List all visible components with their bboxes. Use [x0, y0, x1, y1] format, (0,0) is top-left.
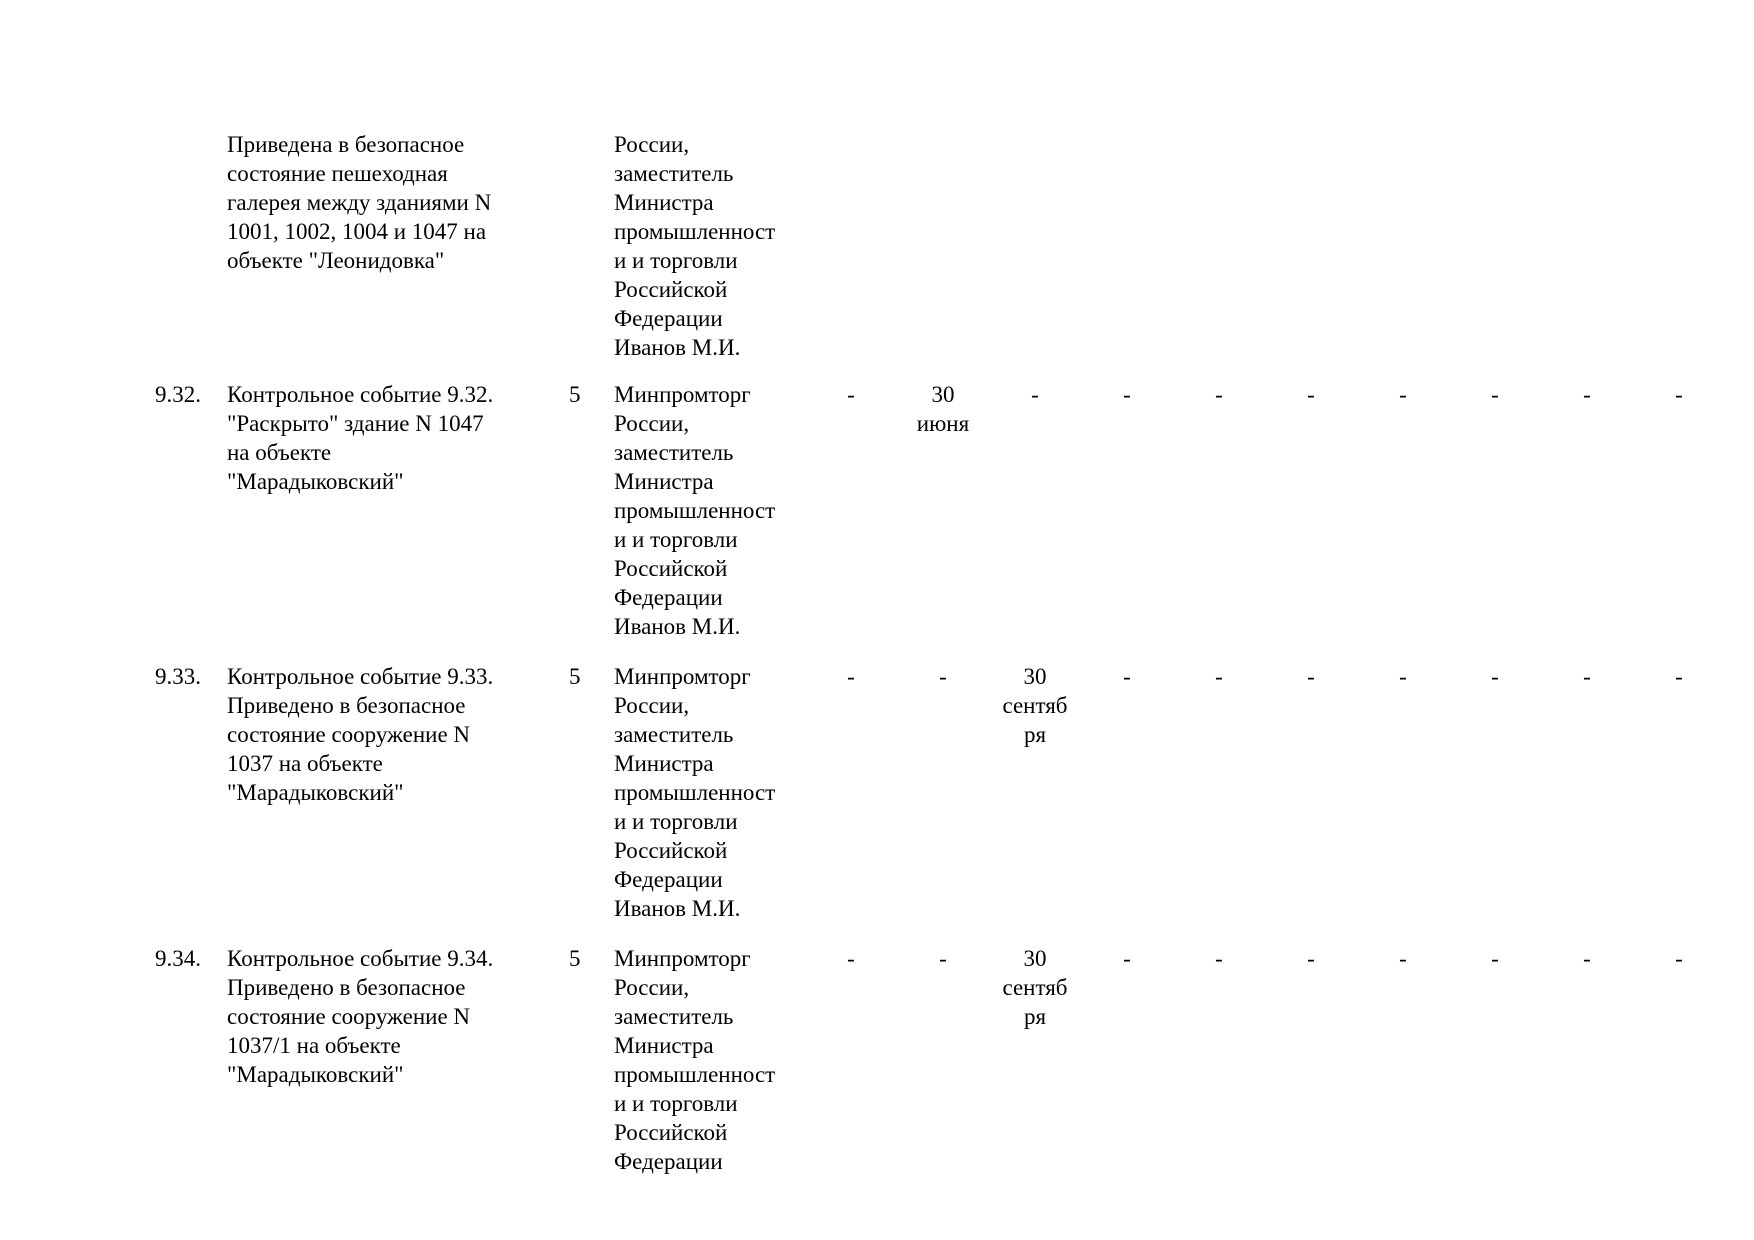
row-responsible: России, заместитель Министра промышленност и и торговли Российской Федерации Иванов М.И. [614, 132, 776, 360]
row-level: 5 [569, 946, 581, 971]
quarter-cell-8: - [1491, 382, 1499, 407]
row-number: 9.34. [155, 946, 201, 971]
quarter-cell-9: - [1583, 946, 1591, 971]
quarter-cell-7: - [1399, 664, 1407, 689]
quarter-cell-5: - [1215, 664, 1223, 689]
row-title: Приведена в безопасное состояние пешеходная галерея между зданиями N 1001, 1002, 1004 и 1047 на объекте "Леонидовка" [227, 132, 492, 273]
quarter-cell-4: - [1123, 946, 1131, 971]
quarter-cell-2: - [939, 946, 947, 971]
quarter-cell-4: - [1123, 382, 1131, 407]
row-number: 9.33. [155, 664, 201, 689]
quarter-cell-7: - [1399, 382, 1407, 407]
quarter-cell-6: - [1307, 382, 1315, 407]
quarter-cell-9: - [1583, 664, 1591, 689]
row-title: Контрольное событие 9.34. Приведено в безопасное состояние сооружение N 1037/1 на объекте "Марадыковский" [227, 946, 494, 1087]
row-title: Контрольное событие 9.32. "Раскрыто" здание N 1047 на объекте "Марадыковский" [227, 382, 494, 494]
quarter-cell-6: - [1307, 664, 1315, 689]
row-responsible: Минпромторг России, заместитель Министра промышленност и и торговли Российской Федерации Иванов М.И. [614, 382, 776, 639]
quarter-cell-1: - [847, 946, 855, 971]
quarter-cell-1: - [847, 382, 855, 407]
row-title: Контрольное событие 9.33. Приведено в безопасное состояние сооружение N 1037 на объекте "Марадыковский" [227, 664, 494, 805]
row-number: 9.32. [155, 382, 201, 407]
quarter-cell-3: 30 сентяб ря [1002, 664, 1068, 747]
quarter-cell-1: - [847, 664, 855, 689]
quarter-cell-6: - [1307, 946, 1315, 971]
row-level: 5 [569, 664, 581, 689]
quarter-cell-2: 30 июня [916, 382, 970, 436]
quarter-cell-2: - [939, 664, 947, 689]
quarter-cell-3: - [1031, 382, 1039, 407]
quarter-cell-10: - [1675, 664, 1683, 689]
quarter-cell-10: - [1675, 946, 1683, 971]
quarter-cell-5: - [1215, 946, 1223, 971]
quarter-cell-7: - [1399, 946, 1407, 971]
quarter-cell-5: - [1215, 382, 1223, 407]
quarter-cell-10: - [1675, 382, 1683, 407]
row-level: 5 [569, 382, 581, 407]
quarter-cell-4: - [1123, 664, 1131, 689]
quarter-cell-8: - [1491, 946, 1499, 971]
quarter-cell-9: - [1583, 382, 1591, 407]
quarter-cell-3: 30 сентяб ря [1002, 946, 1068, 1029]
row-responsible: Минпромторг России, заместитель Министра промышленност и и торговли Российской Федерации [614, 946, 776, 1174]
quarter-cell-8: - [1491, 664, 1499, 689]
row-responsible: Минпромторг России, заместитель Министра промышленност и и торговли Российской Федерации Иванов М.И. [614, 664, 776, 921]
